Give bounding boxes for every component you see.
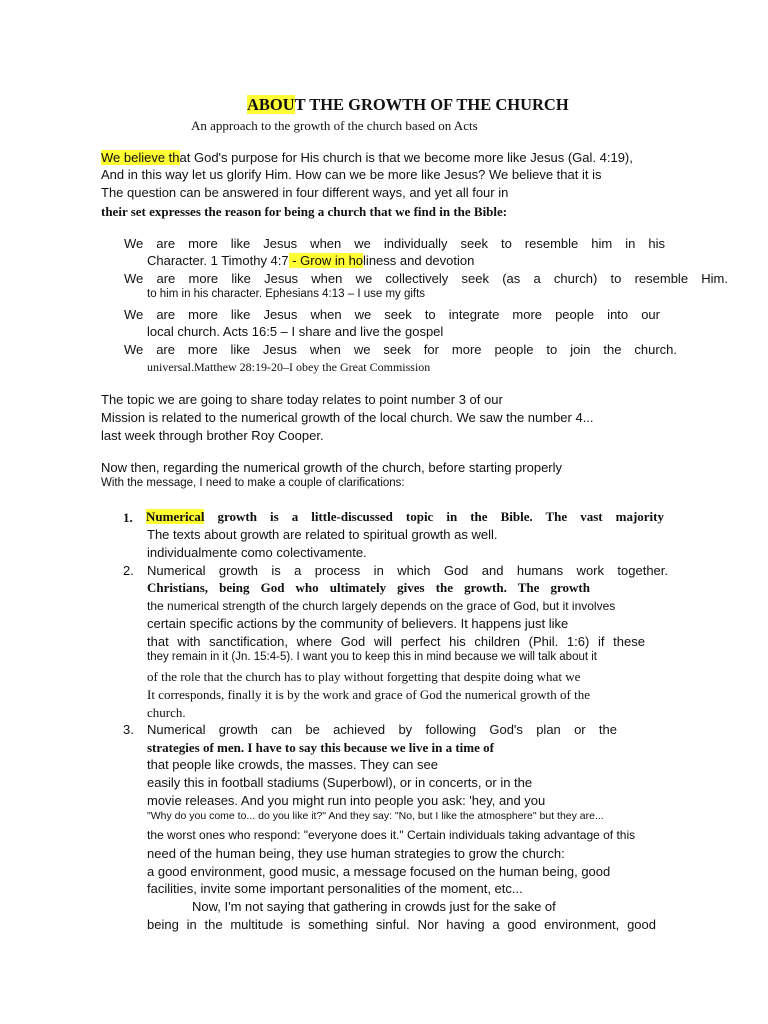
intro-line-1-rest: at God's purpose for His church is that we become more like Jesus (Gal. 4:19), xyxy=(179,150,633,165)
clar-3-line-10: facilities, invite some important personalities of the moment, etc... xyxy=(147,881,523,896)
clar-2-line-8: It corresponds, finally it is by the work and grace of God the numerical growth of the xyxy=(147,687,590,702)
clar-2-line-4: certain specific actions by the community of believers. It happens just like xyxy=(147,616,569,631)
point-3-line-1: We are more like Jesus when we seek to integrate more people into our xyxy=(124,307,660,322)
clar-3-line-8: need of the human being, they use human strategies to grow the church: xyxy=(147,846,565,861)
clar-3-line-1: Numerical growth can be achieved by following God's plan or the xyxy=(147,722,617,737)
topic-line-3: last week through brother Roy Cooper. xyxy=(101,428,324,443)
clar-3-line-5: movie releases. And you might run into people you ask: 'hey, and you xyxy=(147,793,546,808)
now-then-line-2: With the message, I need to make a couple of clarifications: xyxy=(101,477,405,489)
clar-3-line-6: "Why do you come to... do you like it?" And they say: "No, but I like the atmosphere" but they are... xyxy=(147,810,604,822)
clar-3-line-12: being in the multitude is something sinful. Nor having a good environment, good xyxy=(147,917,656,932)
clar-3-line-3: that people like crowds, the masses. They can see xyxy=(147,757,438,772)
point-4-line-1: We are more like Jesus when we seek for more people to join the church. xyxy=(124,342,677,357)
title-rest: T THE GROWTH OF THE CHURCH xyxy=(294,95,569,114)
title-highlight: ABOU xyxy=(247,95,295,114)
clar-3-line-11: Now, I'm not saying that gathering in crowds just for the sake of xyxy=(192,899,556,914)
point-2-line-1: We are more like Jesus when we collectively seek (as a church) to resemble Him. xyxy=(124,271,728,286)
point-4-line-2: universal.Matthew 28:19-20–I obey the Great Commission xyxy=(147,360,431,374)
clar-3-line-4: easily this in football stadiums (Superbowl), or in concerts, or in the xyxy=(147,775,533,790)
now-then-line-1: Now then, regarding the numerical growth of the church, before starting properly xyxy=(101,460,563,475)
point-2-line-2: to him in his character. Ephesians 4:13 – I use my gifts xyxy=(147,288,426,300)
topic-line-1: The topic we are going to share today relates to point number 3 of our xyxy=(101,392,503,407)
intro-line-4: their set expresses the reason for being a church that we find in the Bible: xyxy=(101,204,508,219)
intro-line-1 xyxy=(101,151,633,164)
clar-2-number: 2. xyxy=(123,563,134,578)
clar-3-line-7: the worst ones who respond: "everyone does it." Certain individuals taking advantage of this xyxy=(147,828,636,842)
topic-line-2: Mission is related to the numerical growth of the local church. We saw the number 4... xyxy=(101,410,594,425)
clar-2-line-2: Christians, being God who ultimately gives the growth. The growth xyxy=(147,580,590,595)
point-1-line-1: We are more like Jesus when we individually seek to resemble him in his xyxy=(124,236,665,251)
point-3-line-2: local church. Acts 16:5 – I share and live the gospel xyxy=(147,324,444,339)
clar-2-line-1: Numerical growth is a process in which God and humans work together. xyxy=(147,563,668,578)
clar-1-highlight: Numerical xyxy=(146,509,205,524)
clar-3-line-9: a good environment, good music, a message focused on the human being, good xyxy=(147,864,611,879)
clar-2-line-5: that with sanctification, where God will perfect his children (Phil. 1:6) if these xyxy=(147,634,645,649)
page-subtitle: An approach to the growth of the church based on Acts xyxy=(191,118,478,133)
clar-1-line-3: individualmente como colectivamente. xyxy=(147,545,367,560)
clar-3-number: 3. xyxy=(123,722,134,737)
intro-line-3: The question can be answered in four different ways, and yet all four in xyxy=(101,185,509,200)
point-1-highlight: - Grow in ho xyxy=(288,253,364,268)
clar-3-line-2: strategies of men. I have to say this because we live in a time of xyxy=(147,740,494,755)
clar-1-line-1-rest: growth is a little-discussed topic in the Bible. The vast majority xyxy=(204,509,664,524)
point-1-rest: liness and devotion xyxy=(363,253,475,268)
clar-2-line-6: they remain in it (Jn. 15:4-5). I want you to keep this in mind because we will talk about it xyxy=(147,651,597,663)
intro-highlight: We believe th xyxy=(101,150,180,165)
clar-2-line-7: of the role that the church has to play without forgetting that despite doing what we xyxy=(147,669,581,684)
clar-1-line-2: The texts about growth are related to spiritual growth as well. xyxy=(147,527,498,542)
point-1-line-2 xyxy=(147,254,474,267)
clar-1-line-1 xyxy=(146,510,664,523)
clar-2-line-9: church. xyxy=(147,705,186,720)
clar-2-line-3: the numerical strength of the church largely depends on the grace of God, but it involves xyxy=(147,599,616,613)
clar-1-number: 1. xyxy=(123,510,133,525)
page-title xyxy=(247,97,569,114)
intro-line-2: And in this way let us glorify Him. How can we be more like Jesus? We believe that it is xyxy=(101,167,602,182)
point-1-ref: Character. 1 Timothy 4:7 xyxy=(147,253,289,268)
